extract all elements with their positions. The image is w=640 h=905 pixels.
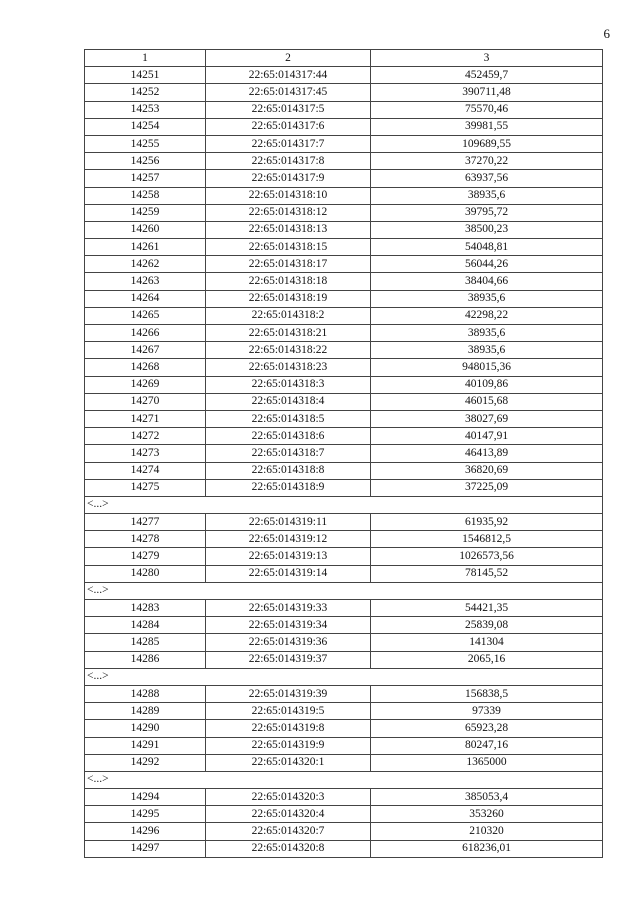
table-row <box>85 600 603 617</box>
row-number-cell: 14262 <box>85 256 206 273</box>
row-number-cell: 14279 <box>85 548 206 565</box>
table-row <box>85 67 603 84</box>
row-number-cell: 14255 <box>85 135 206 152</box>
cadastral-number-cell: 22:65:014320:7 <box>206 823 371 840</box>
value-cell: 390711,48 <box>371 84 603 101</box>
table-row <box>85 479 603 496</box>
row-number-cell: 14264 <box>85 290 206 307</box>
table-row <box>85 617 603 634</box>
row-number-cell: 14257 <box>85 170 206 187</box>
table-row <box>85 685 603 702</box>
row-number-cell: 14259 <box>85 204 206 221</box>
value-cell: 1365000 <box>371 754 603 771</box>
table-row <box>85 153 603 170</box>
cadastral-number-cell: 22:65:014318:6 <box>206 428 371 445</box>
row-number-cell: 14268 <box>85 359 206 376</box>
table-row <box>85 290 603 307</box>
value-cell: 38500,23 <box>371 221 603 238</box>
table-row <box>85 101 603 118</box>
table-row <box>85 221 603 238</box>
value-cell: 37270,22 <box>371 153 603 170</box>
cadastral-number-cell: 22:65:014319:8 <box>206 720 371 737</box>
value-cell: 385053,4 <box>371 789 603 806</box>
table-row <box>85 806 603 823</box>
value-cell: 1026573,56 <box>371 548 603 565</box>
value-cell: 46015,68 <box>371 393 603 410</box>
value-cell: 46413,89 <box>371 445 603 462</box>
table-row <box>85 256 603 273</box>
cadastral-number-cell: 22:65:014320:4 <box>206 806 371 823</box>
value-cell: 109689,55 <box>371 135 603 152</box>
cadastral-number-cell: 22:65:014318:22 <box>206 342 371 359</box>
cadastral-number-cell: 22:65:014318:13 <box>206 221 371 238</box>
cadastral-number-cell: 22:65:014318:5 <box>206 410 371 427</box>
table-row <box>85 118 603 135</box>
page-number: 6 <box>603 26 610 41</box>
row-number-cell: 14295 <box>85 806 206 823</box>
table-row <box>85 703 603 720</box>
value-cell: 39981,55 <box>371 118 603 135</box>
value-cell: 63937,56 <box>371 170 603 187</box>
row-number-cell: 14283 <box>85 600 206 617</box>
header-row <box>85 50 603 67</box>
cadastral-number-cell: 22:65:014319:36 <box>206 634 371 651</box>
row-number-cell: 14271 <box>85 410 206 427</box>
table-row <box>85 393 603 410</box>
value-cell: 1546812,5 <box>371 531 603 548</box>
value-cell: 97339 <box>371 703 603 720</box>
cadastral-number-cell: 22:65:014320:1 <box>206 754 371 771</box>
cadastral-number-cell: 22:65:014317:6 <box>206 118 371 135</box>
table-row <box>85 376 603 393</box>
row-number-cell: 14296 <box>85 823 206 840</box>
value-cell: 948015,36 <box>371 359 603 376</box>
row-number-cell: 14289 <box>85 703 206 720</box>
value-cell: 42298,22 <box>371 307 603 324</box>
cadastral-number-cell: 22:65:014318:15 <box>206 239 371 256</box>
value-cell: 618236,01 <box>371 840 603 857</box>
table-row <box>85 410 603 427</box>
row-number-cell: 14280 <box>85 565 206 582</box>
row-number-cell: 14267 <box>85 342 206 359</box>
cadastral-number-cell: 22:65:014319:13 <box>206 548 371 565</box>
omitted-rows-marker: <...> <box>85 771 603 788</box>
value-cell: 38935,6 <box>371 187 603 204</box>
cadastral-number-cell: 22:65:014319:9 <box>206 737 371 754</box>
value-cell: 54421,35 <box>371 600 603 617</box>
table-row <box>85 548 603 565</box>
table-row <box>85 325 603 342</box>
cadastral-number-cell: 22:65:014317:44 <box>206 67 371 84</box>
value-cell: 25839,08 <box>371 617 603 634</box>
cadastral-number-cell: 22:65:014320:8 <box>206 840 371 857</box>
cadastral-number-cell: 22:65:014318:12 <box>206 204 371 221</box>
value-cell: 38935,6 <box>371 342 603 359</box>
value-cell: 61935,92 <box>371 514 603 531</box>
row-number-cell: 14288 <box>85 685 206 702</box>
value-cell: 38935,6 <box>371 290 603 307</box>
omitted-rows-marker: <...> <box>85 496 603 513</box>
value-cell: 2065,16 <box>371 651 603 668</box>
omitted-rows-marker: <...> <box>85 582 603 599</box>
table-row <box>85 823 603 840</box>
table-row <box>85 720 603 737</box>
row-number-cell: 14272 <box>85 428 206 445</box>
cadastral-number-cell: 22:65:014318:7 <box>206 445 371 462</box>
value-cell: 38404,66 <box>371 273 603 290</box>
cadastral-number-cell: 22:65:014317:5 <box>206 101 371 118</box>
row-number-cell: 14278 <box>85 531 206 548</box>
table-row <box>85 204 603 221</box>
cadastral-number-cell: 22:65:014319:12 <box>206 531 371 548</box>
cadastral-number-cell: 22:65:014318:18 <box>206 273 371 290</box>
row-number-cell: 14277 <box>85 514 206 531</box>
table-row <box>85 462 603 479</box>
row-number-cell: 14273 <box>85 445 206 462</box>
value-cell: 210320 <box>371 823 603 840</box>
table-row <box>85 239 603 256</box>
cadastral-number-cell: 22:65:014318:19 <box>206 290 371 307</box>
table-row <box>85 634 603 651</box>
table-row <box>85 273 603 290</box>
omitted-rows-marker: <...> <box>85 668 603 685</box>
value-cell: 80247,16 <box>371 737 603 754</box>
row-number-cell: 14275 <box>85 479 206 496</box>
row-number-cell: 14253 <box>85 101 206 118</box>
cadastral-number-cell: 22:65:014318:17 <box>206 256 371 273</box>
cadastral-number-cell: 22:65:014319:14 <box>206 565 371 582</box>
table-row <box>85 737 603 754</box>
value-cell: 40147,91 <box>371 428 603 445</box>
row-number-cell: 14266 <box>85 325 206 342</box>
row-number-cell: 14291 <box>85 737 206 754</box>
cadastral-number-cell: 22:65:014318:2 <box>206 307 371 324</box>
cadastral-number-cell: 22:65:014317:9 <box>206 170 371 187</box>
row-number-cell: 14254 <box>85 118 206 135</box>
row-number-cell: 14290 <box>85 720 206 737</box>
cadastral-number-cell: 22:65:014318:10 <box>206 187 371 204</box>
row-number-cell: 14263 <box>85 273 206 290</box>
row-number-cell: 14252 <box>85 84 206 101</box>
value-cell: 78145,52 <box>371 565 603 582</box>
column-header-1: 1 <box>85 50 206 67</box>
value-cell: 156838,5 <box>371 685 603 702</box>
table-row <box>85 531 603 548</box>
row-number-cell: 14256 <box>85 153 206 170</box>
value-cell: 39795,72 <box>371 204 603 221</box>
column-header-2: 2 <box>206 50 371 67</box>
table-row <box>85 84 603 101</box>
cadastral-number-cell: 22:65:014317:45 <box>206 84 371 101</box>
cadastral-number-cell: 22:65:014317:8 <box>206 153 371 170</box>
row-number-cell: 14297 <box>85 840 206 857</box>
ellipsis-row <box>85 668 603 685</box>
cadastral-number-cell: 22:65:014318:3 <box>206 376 371 393</box>
cadastral-number-cell: 22:65:014319:34 <box>206 617 371 634</box>
cadastral-number-cell: 22:65:014317:7 <box>206 135 371 152</box>
row-number-cell: 14274 <box>85 462 206 479</box>
cadastral-number-cell: 22:65:014319:33 <box>206 600 371 617</box>
cadastral-number-cell: 22:65:014319:5 <box>206 703 371 720</box>
table-row <box>85 445 603 462</box>
value-cell: 56044,26 <box>371 256 603 273</box>
value-cell: 65923,28 <box>371 720 603 737</box>
cadastral-number-cell: 22:65:014319:39 <box>206 685 371 702</box>
row-number-cell: 14260 <box>85 221 206 238</box>
table-row <box>85 754 603 771</box>
value-cell: 38935,6 <box>371 325 603 342</box>
row-number-cell: 14265 <box>85 307 206 324</box>
value-cell: 37225,09 <box>371 479 603 496</box>
registry-table <box>84 49 603 858</box>
cadastral-number-cell: 22:65:014318:23 <box>206 359 371 376</box>
table-row <box>85 342 603 359</box>
cadastral-number-cell: 22:65:014318:21 <box>206 325 371 342</box>
value-cell: 36820,69 <box>371 462 603 479</box>
cadastral-number-cell: 22:65:014319:11 <box>206 514 371 531</box>
row-number-cell: 14292 <box>85 754 206 771</box>
table-row <box>85 789 603 806</box>
table-row <box>85 307 603 324</box>
row-number-cell: 14294 <box>85 789 206 806</box>
table-row <box>85 651 603 668</box>
table-body <box>85 67 603 858</box>
row-number-cell: 14251 <box>85 67 206 84</box>
table-row <box>85 514 603 531</box>
cadastral-number-cell: 22:65:014319:37 <box>206 651 371 668</box>
table-row <box>85 840 603 857</box>
table-row <box>85 135 603 152</box>
row-number-cell: 14285 <box>85 634 206 651</box>
table-row <box>85 170 603 187</box>
row-number-cell: 14270 <box>85 393 206 410</box>
row-number-cell: 14284 <box>85 617 206 634</box>
value-cell: 75570,46 <box>371 101 603 118</box>
cadastral-number-cell: 22:65:014318:9 <box>206 479 371 496</box>
table-row <box>85 565 603 582</box>
row-number-cell: 14258 <box>85 187 206 204</box>
ellipsis-row <box>85 582 603 599</box>
cadastral-number-cell: 22:65:014318:8 <box>206 462 371 479</box>
column-header-3: 3 <box>371 50 603 67</box>
table-row <box>85 187 603 204</box>
value-cell: 40109,86 <box>371 376 603 393</box>
value-cell: 141304 <box>371 634 603 651</box>
table-row <box>85 359 603 376</box>
ellipsis-row <box>85 771 603 788</box>
row-number-cell: 14286 <box>85 651 206 668</box>
value-cell: 452459,7 <box>371 67 603 84</box>
value-cell: 353260 <box>371 806 603 823</box>
row-number-cell: 14269 <box>85 376 206 393</box>
cadastral-number-cell: 22:65:014320:3 <box>206 789 371 806</box>
ellipsis-row <box>85 496 603 513</box>
table-row <box>85 428 603 445</box>
value-cell: 54048,81 <box>371 239 603 256</box>
row-number-cell: 14261 <box>85 239 206 256</box>
value-cell: 38027,69 <box>371 410 603 427</box>
cadastral-number-cell: 22:65:014318:4 <box>206 393 371 410</box>
